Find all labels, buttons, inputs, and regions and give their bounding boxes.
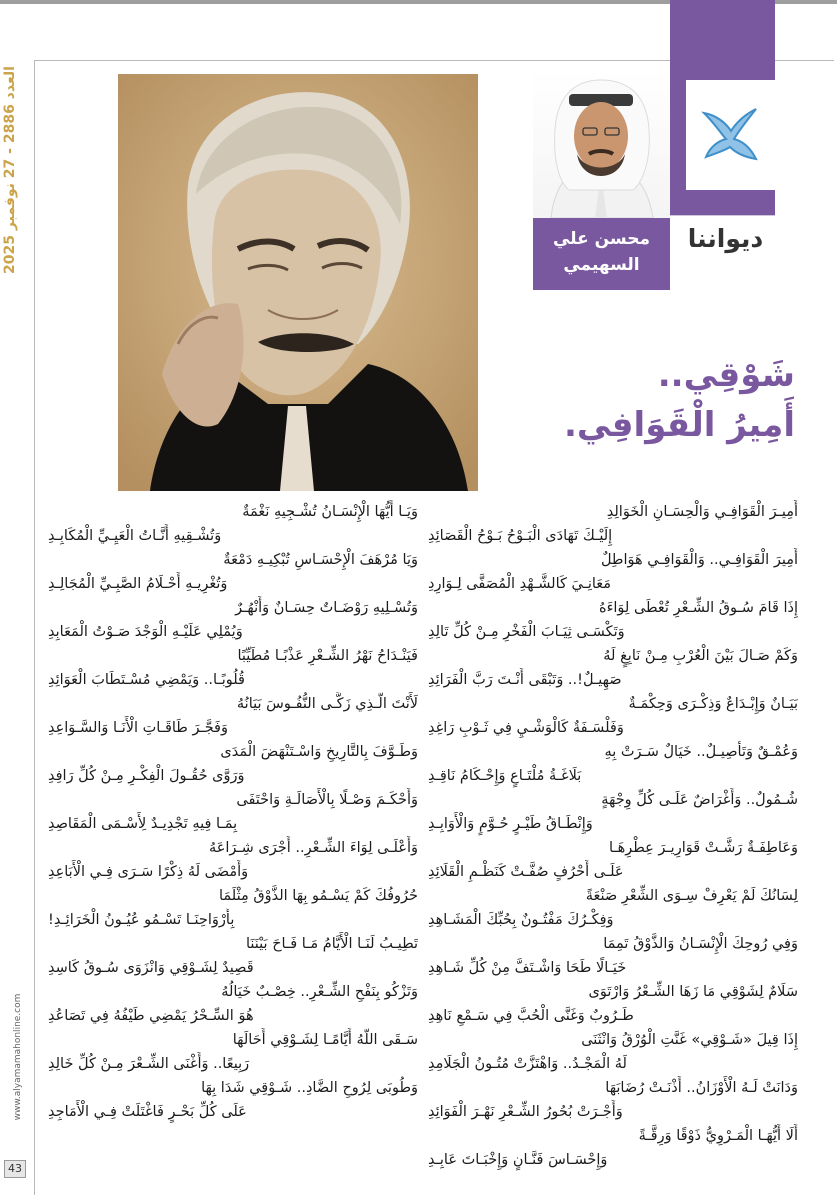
poem-verse: وَطَـوَّفَ بِالتَّارِيخِ وَاسْـتَنْهَضَ الْمَدَى: [220, 744, 418, 760]
author-name: [533, 218, 670, 290]
poem-verse: بَيَـانٌ وَإِبْـدَاعٌ وَذِكْـرَى وَحِكْمَـةٌ: [628, 696, 798, 712]
poem-verse: وَدَانَتْ لَـهُ الْأَوْزَانُ.. أَذْنَـتْ رُضَابَهَا: [605, 1080, 798, 1096]
poem-verse: إِلَيْـكَ تَهَادَى الْبَـوْحُ بَـوْحُ الْقَصَائِدِ: [428, 528, 613, 544]
poem-verse: أَمِيرَ الْقَوَافِـي.. وَالْقَوَافِـي هَوَاطِلٌ: [600, 552, 798, 568]
poem-verse: بِمَـا فِيهِ تَجْدِيـدٌ لِأَسْـمَى الْمَقَاصِدِ: [48, 816, 238, 832]
poem-verse: وَأَمْضَى لَهُ ذِكْرًا سَـرَى فِـي الْأَبَاعِدِ: [48, 864, 249, 880]
poem-verse: وَتَكْسَـى ثِيَـابَ الْفَخْرِ مِـنْ كُلِّ تَالِدِ: [428, 624, 625, 640]
poem-column-right: [428, 500, 798, 1172]
poem-verse: وَتُسْـلِيهِ رَوْضَـاتٌ حِسَـانٌ وَأَنْهُـرٌ: [235, 600, 418, 616]
poem-verse: وَيَـا أَيُّهَا الْإِنْسَـانُ تُشْـجِيهِ نَغْمَةٌ: [242, 504, 418, 520]
poem-verse: إِذَا قَامَ سُـوقُ الشِّـعْرِ تُعْطَى لِوَاءَهُ: [598, 600, 798, 616]
section-logo: [686, 80, 776, 190]
poem-verse: لَهُ الْمَجْـدُ.. وَاهْتَزَّتْ مُتُـونُ الْجَلَامِدِ: [428, 1056, 627, 1072]
author-photo: [533, 70, 670, 218]
poem-verse: وَإِحْسَـاسَ فَنَّـانٍ وَإِخْبَـاتَ عَابِـدِ: [428, 1152, 608, 1168]
poem-verse: بَلَاغَـةُ مُلْتَـاعٍ وَإِحْـكَامُ نَاقِـدِ: [428, 768, 582, 784]
poem-verse: وَأَجْـرَتْ بُحُورُ الشِّـعْرِ نَهْـرَ الْفَوَائِدِ: [428, 1104, 623, 1120]
poem-verse: وَتَزْكُو بِنَفْحِ الشِّـعْرِ.. خِصْـبٌ خَيَالُهُ: [221, 984, 418, 1000]
poem-verse: صَهِيـلٌ!.. وَتَبْقَى أَنْـتَ رَبَّ الْفَرَائِدِ: [428, 672, 622, 688]
poem-verse: قَصِيدٌ لِشَـوْقِي وَانْزَوَى سُـوقُ كَاسِدِ: [48, 960, 254, 976]
section-label: ديواننا: [687, 224, 764, 253]
poem-verse: لِسَانُكَ لَمْ يَعْرِفْ سِـوَى الشِّعْرِ صَنْعَةً: [585, 888, 798, 904]
poem-verse: سَـقَى اللَّهُ أَيَّامًـا لِشَـوْقِي أَحَالَهَا: [232, 1032, 418, 1048]
poem-verse: شُـمُولٌ.. وَأَغْرَاضٌ عَلَـى كُلِّ وِجْهَةٍ: [601, 792, 798, 808]
poem-verse: طَـرُوبٌ وَغَنَّى الْحُبَّ فِي سَـمْعِ نَاهِدِ: [428, 1008, 634, 1024]
poem-verse: وَيُمْلِي عَلَيْـهِ الْوَجْدَ صَـوْتُ الْمَعَابِدِ: [48, 624, 243, 640]
poem-verse: وَفَجَّـرَ طَاقَـاتِ الْأَنَـا وَالسَّـوَاعِدِ: [48, 720, 228, 736]
poem-verse: لَأَنْتَ الَّـذِي زَكَّـى النُّفُـوسَ بَيَانُهُ: [236, 696, 418, 712]
poem-verse: تَطِيـبُ لَنَـا الْأَيَّامُ مَـا فَـاحَ بَيْنَنَا: [246, 936, 418, 952]
poem-verse: وَفَلْسَـفَةٌ كَالْوَشْـيِ فِي ثَـوْبِ رَاغِدِ: [428, 720, 624, 736]
poem-verse: وَتُشْـقِيهِ أَنَّـاتُ الْعَيِـيِّ الْمُكَابِـدِ: [48, 528, 222, 544]
poem-verse: خَيَـالًا طَحَا وَاشْـتَفَّ مِنْ كُلِّ شَـاهِدِ: [428, 960, 627, 976]
poem-verse: وَيَا مُرْهَفَ الْإِحْسَـاسِ تُبْكِيـهِ دَمْعَةٌ: [223, 552, 418, 568]
bird-logo-icon: [696, 95, 766, 175]
poem-verse: رَبِيعًا.. وَأَغْنَى الشِّـعْرَ مِـنْ كُلِّ خَالِدِ: [48, 1056, 250, 1072]
poem-verse: قُلُوبًـا.. وَيَمْضِي مُسْـتَطَابَ الْعَوَائِدِ: [48, 672, 245, 688]
poem-verse: وَكَمْ صَـالَ بَيْنَ الْعُرْبِ مِـنْ نَابِغٍ لَهُ: [603, 648, 798, 664]
website-url[interactable]: www.alyamamahonline.com: [13, 993, 23, 1121]
poem-verse: فَيَنْـدَاحُ نَهْرُ الشِّـعْرِ عَذْبًـا مُطَيِّبًا: [237, 648, 418, 664]
poem-verse: إِذَا قِيلَ «شَـوْقِي» غَنَّتِ الْوُرْقُ وَانْثَنَى: [581, 1032, 798, 1048]
poem-verse: سَلَامٌ لِشَوْقِي مَا زَهَا الشِّـعْرُ وَارْتَوَى: [588, 984, 798, 1000]
article-title: [495, 350, 795, 450]
poem-verse: وَأَحْكَـمَ وَصْـلًا بِالْأَصَالَـةِ وَاحْتَفَى: [236, 792, 418, 808]
poem-verse: وَفِكْـرُكَ مَفْتُـونٌ بِحُبِّكَ الْمَشَـاهِدِ: [428, 912, 614, 928]
poem-verse: بِأَرْوَاحِنَـا تَسْـمُو عُيُـونُ الْخَرَائِـدِ!: [48, 912, 235, 928]
poem-verse: أَمِيـرَ الْقَوَافِـي وَالْحِسَـانِ الْخَوَالِدِ: [606, 504, 798, 520]
poem-verse: وَرَوَّى حُقُـولَ الْفِكْـرِ مِـنْ كُلِّ رَافِدِ: [48, 768, 245, 784]
poem-verse: وَأَعْلَـى لِوَاءَ الشِّـعْرِ.. أَجْرَى شِـرَاعَهُ: [208, 840, 418, 856]
poem-column-left: [48, 500, 418, 1124]
page-number: 43: [4, 1160, 26, 1178]
title-line2: أَمِيرُ الْقَوَافِي.: [563, 405, 795, 445]
issue-info: العدد 2886 - 27 نوفمبر 2025: [2, 66, 18, 274]
poem-verse: هُوَ السِّـحْرُ يَمْضِي طَيْفُهُ فِي تَصَاعُدِ: [48, 1008, 254, 1024]
poem-verse: حُرُوفُكَ كَمْ يَسْـمُو بِهَا الذَّوْقُ مِثْلَمَا: [219, 888, 418, 904]
poem-verse: مَعَانِـيَ كَالشَّـهْدِ الْمُصَفَّى لِـوَارِدِ: [428, 576, 612, 592]
author-name-line1: محسن علي: [552, 229, 651, 249]
poem-verse: عَلَى كُلِّ بَحْـرٍ فَاغْتَلَتْ فِـي الْأَمَاجِدِ: [48, 1104, 247, 1120]
poem-verse: أَلَا أَيُّهَـا الْمَـرْوِيُّ ذَوْقًا وَرِقَّـةً: [638, 1128, 798, 1144]
poem-verse: وَعُمْـقٌ وَتَأْصِيـلٌ.. خَيَالٌ سَـرَتْ بِهِ: [604, 744, 798, 760]
poem-verse: عَلَـى أَحْرُفٍ صُفَّـتْ كَنَظْـمِ الْقَلَائِدِ: [428, 864, 624, 880]
title-line1: شَوْقِي..: [657, 355, 795, 395]
poem-verse: وَعَاطِفَـةٌ رَشَّـتْ قَوَارِيـرَ عِطْرِهَـا: [608, 840, 798, 856]
poem-verse: وَطُوبَى لِرُوحِ الضَّادِ.. شَـوْقِي شَدَا بِهَا: [201, 1080, 418, 1096]
poem-verse: وَفِي رُوحِكَ الْإِنْسَـانُ وَالذَّوْقُ تَمِمَا: [603, 936, 798, 952]
author-name-line2: السهيمي: [563, 255, 640, 275]
poet-portrait: [118, 74, 478, 491]
poem-verse: وَإِنْطَـاقُ طَيْـرٍ حُـوَّمٍ وَالْأَوَابِـدِ: [428, 816, 593, 832]
poem-verse: وَتُغْرِيـهِ أَحْـلَامُ الصَّبِـيِّ الْمُجَالِـدِ: [48, 576, 228, 592]
